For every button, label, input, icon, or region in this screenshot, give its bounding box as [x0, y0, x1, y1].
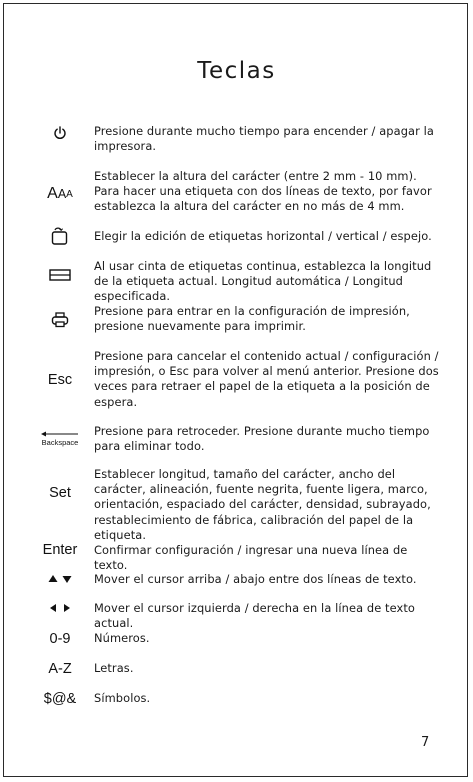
print-icon — [30, 310, 90, 330]
numbers-key: 0-9 — [49, 631, 71, 647]
key-description: Establecer la altura del carácter (entre 2 mm - 10 mm). Para hacer una etiqueta con dos líneas de texto, por favor establezca la altura del carácter en no más de 4 mm. — [94, 169, 432, 214]
set-key: Set — [49, 485, 71, 501]
backspace-arrow-icon — [41, 431, 79, 437]
font-size-icon: A A A — [47, 185, 73, 202]
backspace-key — [30, 428, 90, 450]
key-description: Presione para cancelar el contenido actual / configuración / impresión, o Esc para volver al menú anterior. Presione dos veces para retraer el papel de la etiqueta a la posición de espera. — [94, 349, 439, 409]
page-title: Teclas — [197, 58, 276, 84]
up-down-arrows-icon — [30, 570, 90, 588]
page-number: 7 — [421, 735, 430, 750]
letters-key: A-Z — [48, 661, 72, 677]
key-description: Confirmar configuración / ingresar una nueva línea de texto. — [94, 543, 408, 573]
label-length-icon — [30, 265, 90, 285]
esc-key: Esc — [47, 372, 73, 388]
enter-key: Enter — [42, 542, 78, 558]
key-description: Presione durante mucho tiempo para encender / apagar la impresora. — [94, 124, 434, 154]
key-description: Símbolos. — [94, 691, 151, 705]
symbols-key: $@& — [43, 691, 77, 707]
key-description: Mover el cursor arriba / abajo entre dos líneas de texto. — [94, 572, 417, 586]
key-description: Elegir la edición de etiquetas horizontal / vertical / espejo. — [94, 229, 432, 243]
key-description: Letras. — [94, 661, 134, 675]
left-right-arrows-icon — [30, 599, 90, 617]
orientation-icon — [30, 226, 90, 246]
key-description: Números. — [94, 631, 150, 645]
key-description: Presione para entrar en la configuración de impresión, presione nuevamente para imprimir. — [94, 304, 410, 334]
backspace-label: Backspace — [41, 438, 79, 447]
key-description: Establecer longitud, tamaño del carácter, ancho del carácter, alineación, fuente negrita, fuente ligera, marco, orientación, espaciado del carácter, densidad, subrayado, restablecimiento de fábrica, calibración del papel de la etiqueta. — [94, 467, 431, 542]
power-icon — [30, 124, 90, 142]
key-description: Al usar cinta de etiquetas continua, establezca la longitud de la etiqueta actual. Longitud automática / Longitud especificada. — [94, 259, 432, 304]
key-description: Mover el cursor izquierda / derecha en la línea de texto actual. — [94, 601, 415, 631]
key-description: Presione para retroceder. Presione durante mucho tiempo para eliminar todo. — [94, 424, 430, 454]
